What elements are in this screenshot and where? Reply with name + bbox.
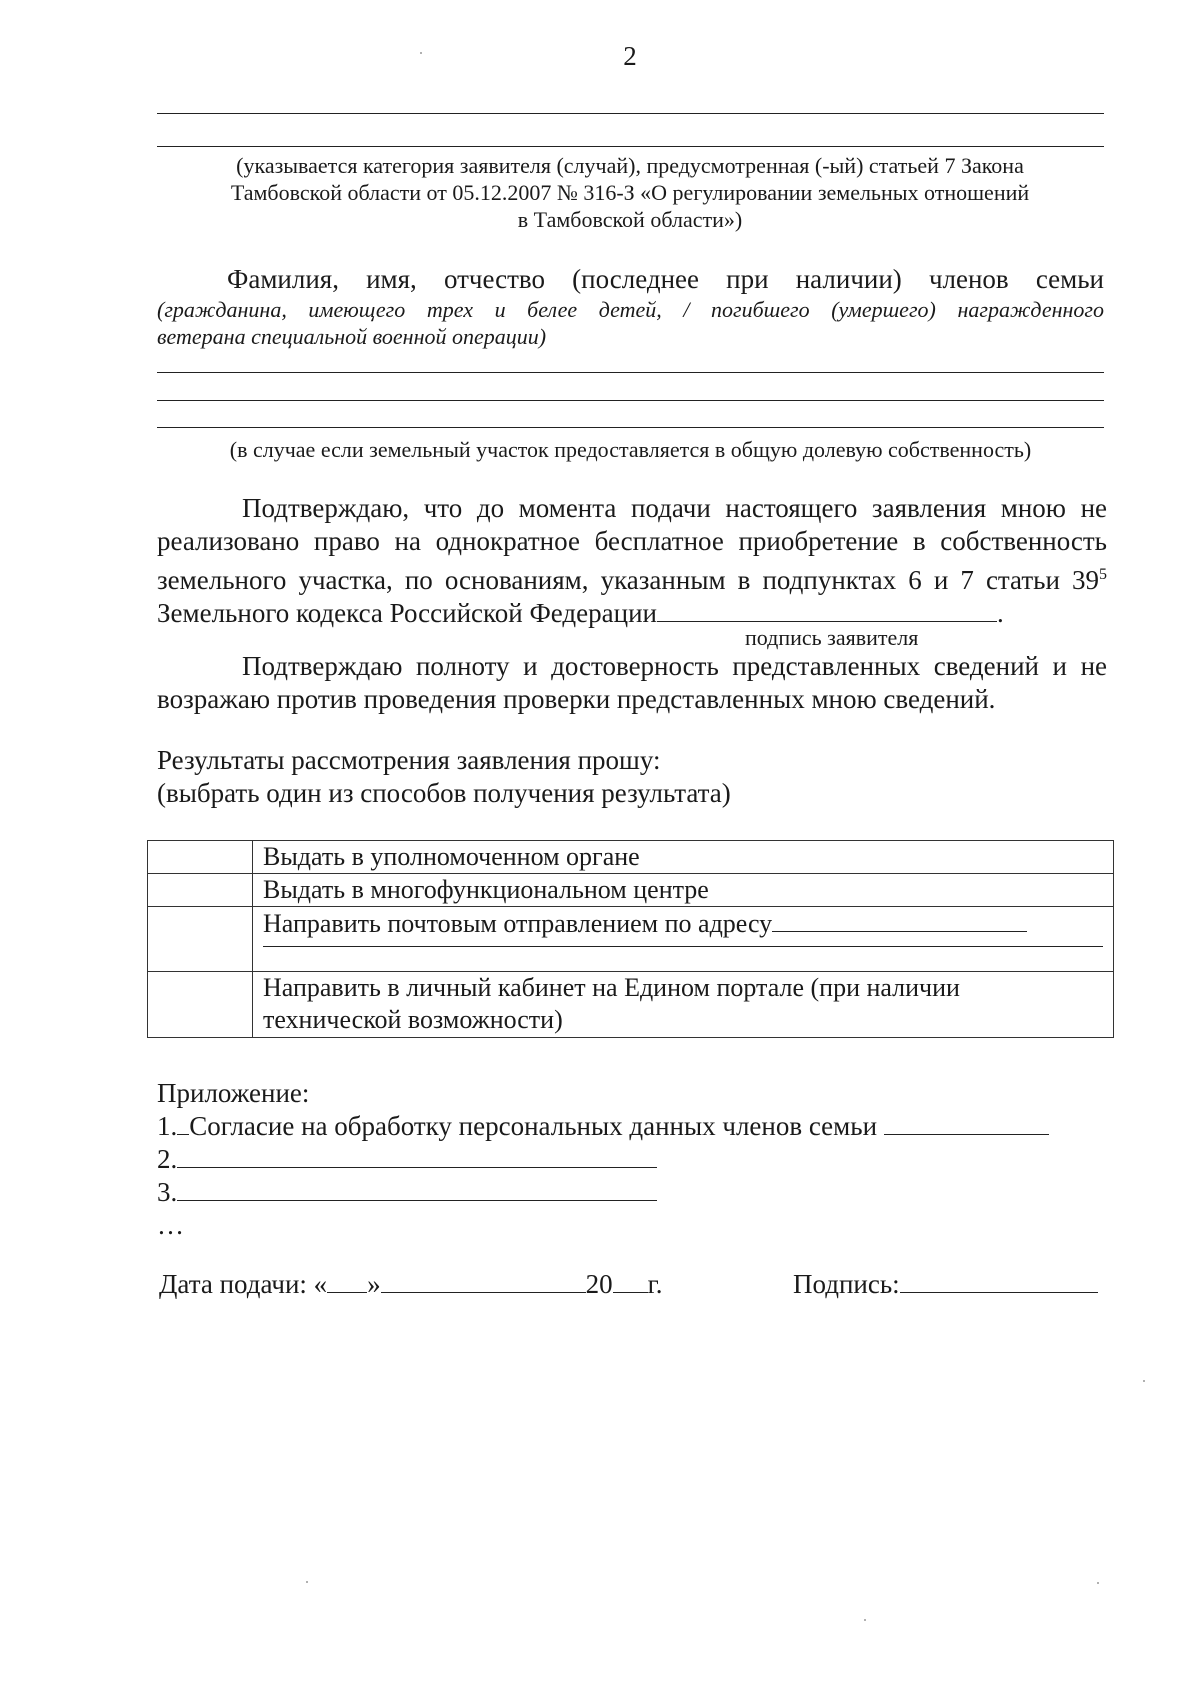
confirm1-line-4: Земельного кодекса Российской Федерации [157,598,657,628]
family-blank-line-3[interactable] [157,427,1104,428]
confirm2-line-2: возражаю против проведения проверки представленных мною сведений. [157,684,996,714]
signature-row [793,1268,1098,1301]
applicant-signature-field[interactable] [657,597,997,622]
option-checkbox-portal[interactable] [148,972,253,1038]
scan-speck [420,52,422,54]
attachments-block [157,1077,1117,1242]
results-heading: Результаты рассмотрения заявления прошу: [157,745,661,775]
option-checkbox-mfc[interactable] [148,874,253,907]
attachment-item-1-field[interactable] [884,1110,1049,1135]
option-label-portal-line-2: технической возможности) [263,1005,563,1034]
confirm1-line-4-wrap [157,597,1107,630]
family-italic-line-1: (гражданина, имеющего трех и белее детей, / погибшего (умершего) награжденного [157,297,1104,322]
confirm1-line-2: реализовано право на однократное бесплатное приобретение в собственность [157,526,1107,556]
page-number: 2 [623,41,637,71]
results-options-table [147,840,1114,1038]
confirm1-period: . [996,598,1004,628]
confirm1-line-1: Подтверждаю, что до момента подачи настоящего заявления мною не [242,493,1107,523]
attachment-item-1-text: Согласие на обработку персональных данных членов семьи [189,1111,878,1141]
results-subheading: (выбрать один из способов получения результата) [157,778,731,808]
category-note-line-3: в Тамбовской области») [517,207,743,232]
option-label-authority: Выдать в уполномоченном органе [253,841,1114,874]
date-year-suffix: г. [647,1269,663,1299]
attachment-item-2 [157,1143,1117,1176]
signature-field[interactable] [900,1268,1098,1293]
scan-speck [306,1581,308,1583]
confirm1-superscript: 5 [1099,566,1107,583]
attachment-item-2-field[interactable] [177,1143,657,1168]
confirm1-block [157,492,1107,630]
date-year-prefix: 20 [585,1269,613,1299]
attachment-item-1-num: 1. [157,1111,178,1141]
category-note [150,152,1110,233]
attachment-item-1 [157,1110,1117,1143]
scan-speck [864,1619,866,1621]
option-cell-portal [253,972,1114,1038]
category-blank-line-1[interactable] [157,113,1104,114]
signature-label: Подпись: [793,1269,900,1299]
confirm1-line-3-wrap [157,558,1107,597]
family-blank-line-1[interactable] [157,372,1104,373]
date-close-quote: » [367,1269,381,1299]
result-option-row [148,907,1114,972]
family-blank-line-2[interactable] [157,400,1104,401]
attachment-item-3-num: 3. [157,1177,178,1207]
post-address-field-line-2[interactable] [263,946,1103,947]
result-option-row [148,841,1114,874]
attachment-item-3-field[interactable] [177,1176,657,1201]
category-note-line-1: (указывается категория заявителя (случай), предусмотренная (-ый) статьей 7 Закона [236,153,1024,178]
attachment-item-1-underscore [177,1110,189,1135]
option-checkbox-authority[interactable] [148,841,253,874]
attachment-item-2-num: 2. [157,1144,178,1174]
option-label-portal-line-1: Направить в личный кабинет на Едином портале (при наличии [263,973,960,1002]
option-cell-post [253,907,1114,972]
confirm2-line-1: Подтверждаю полноту и достоверность представленных сведений и не [242,651,1107,681]
result-option-row [148,874,1114,907]
scan-speck [1097,1582,1099,1584]
scan-speck [1143,1380,1145,1382]
result-option-row [148,972,1114,1038]
date-label: Дата подачи: « [159,1269,328,1299]
option-label-mfc: Выдать в многофункциональном центре [253,874,1114,907]
option-checkbox-post[interactable] [148,907,253,972]
category-note-line-2: Тамбовской области от 05.12.2007 № 316-З «О регулировании земельных отношений [230,180,1030,205]
date-day-field[interactable] [327,1268,367,1293]
family-heading: Фамилия, имя, отчество (последнее при наличии) членов семьи [227,264,1104,294]
attachments-heading: Приложение: [157,1078,310,1108]
date-row [159,1268,662,1301]
attachments-ellipsis: … [157,1210,184,1240]
confirm1-line-3: земельного участка, по основаниям, указанным в подпунктах 6 и 7 статьи 39 [157,565,1099,595]
option-label-post: Направить почтовым отправлением по адресу [263,909,773,938]
date-month-field[interactable] [381,1268,586,1293]
attachment-item-3 [157,1176,1117,1209]
family-note: (в случае если земельный участок предоставляется в общую долевую собственность) [229,437,1032,462]
post-address-field[interactable] [772,907,1027,932]
family-italic-line-2: ветерана специальной военной операции) [157,324,547,349]
confirm2-block [157,650,1107,716]
category-blank-line-2[interactable] [157,146,1104,147]
date-year-field[interactable] [613,1268,648,1293]
applicant-signature-label: подпись заявителя [745,625,919,650]
